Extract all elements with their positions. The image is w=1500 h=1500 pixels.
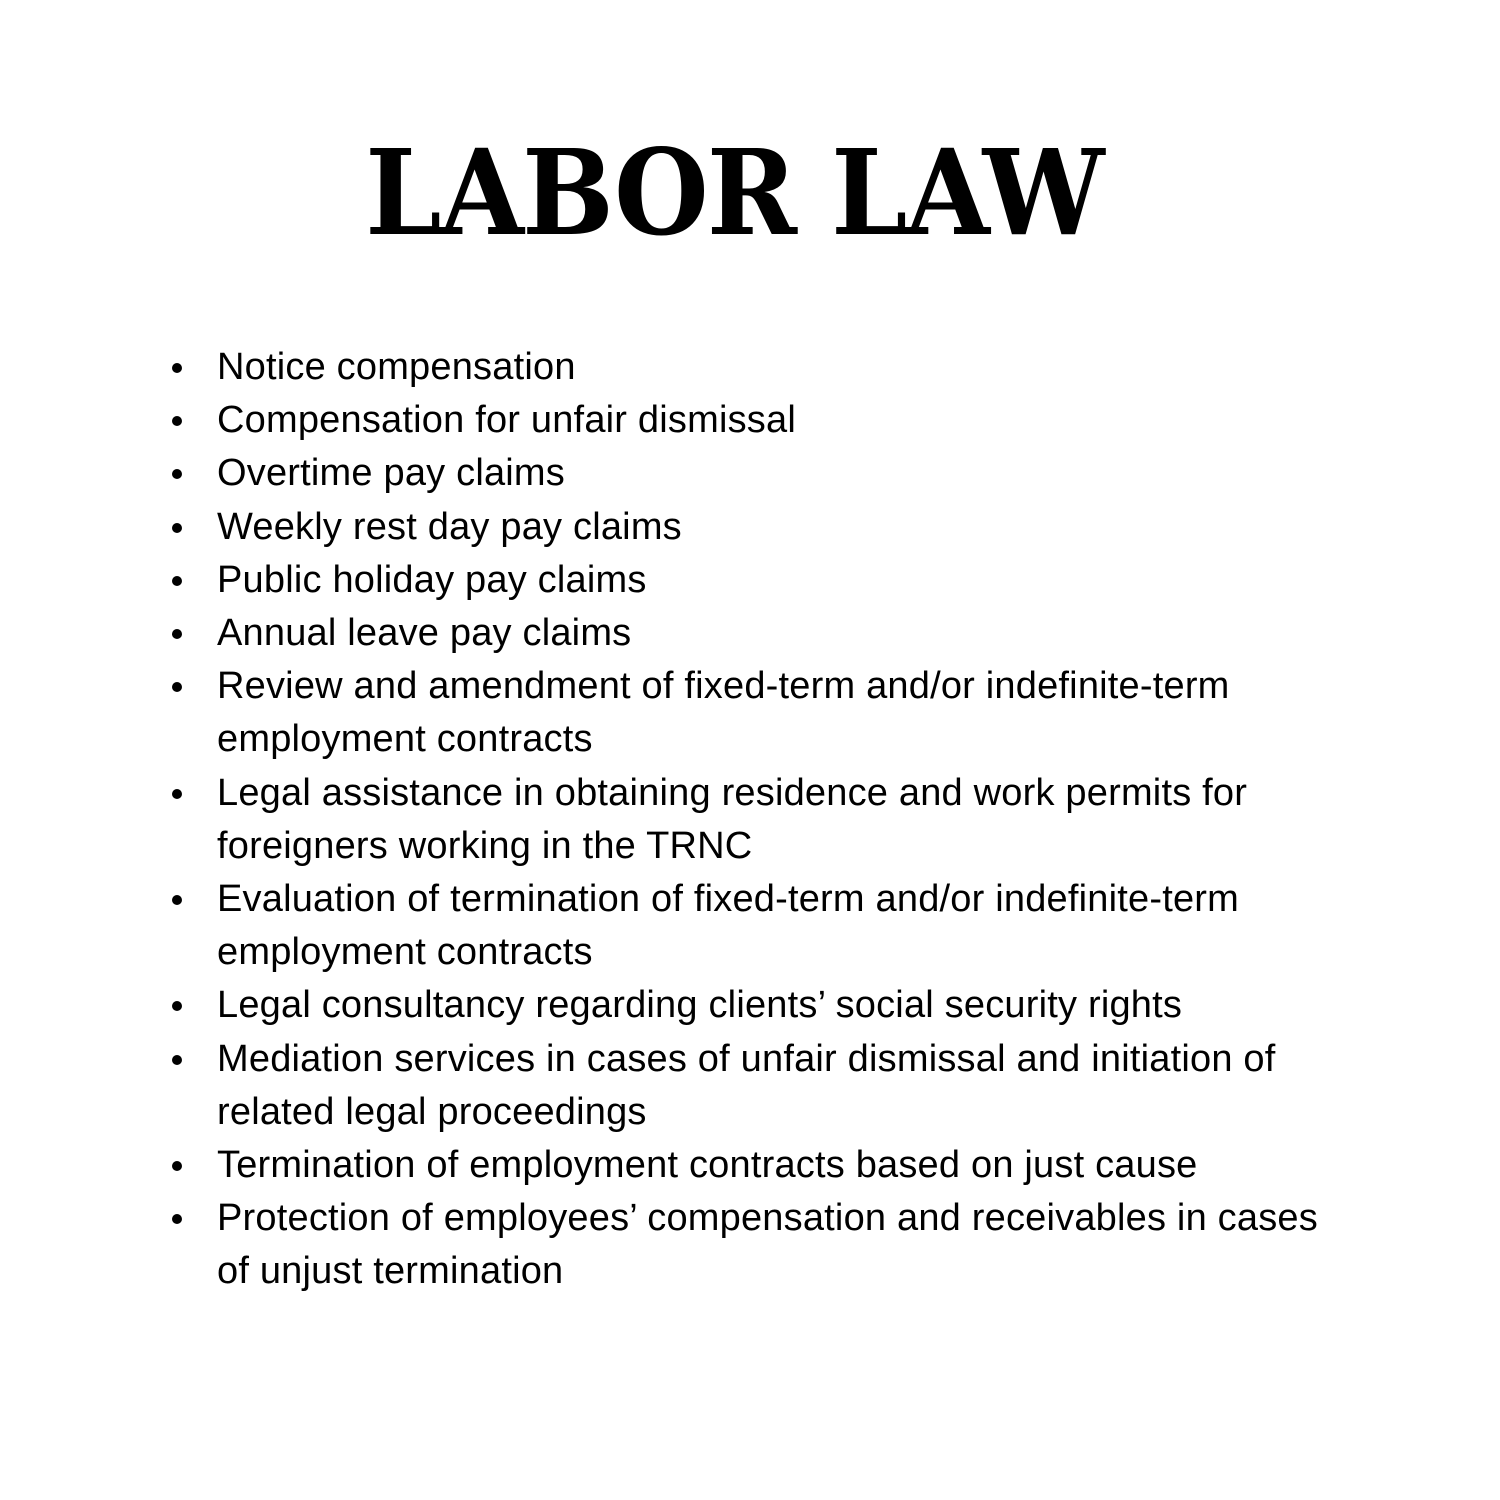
list-item-text: Weekly rest day pay claims (217, 505, 682, 548)
list-item-text: Legal assistance in obtaining residence and work permits for foreigners working in the TRNC (217, 771, 1248, 867)
list-item-text: Notice compensation (217, 346, 576, 388)
list-item (217, 554, 1357, 607)
list-item-text: Termination of employment contracts based on just cause (217, 1144, 1198, 1187)
list-item (217, 1033, 1357, 1139)
bullet-icon (172, 1001, 182, 1011)
list-item-text: Review and amendment of fixed-term and/or indefinite-term employment contracts (217, 665, 1230, 761)
list-item (217, 394, 1357, 447)
list-item (217, 873, 1357, 979)
bullet-icon (172, 895, 182, 905)
bullet-icon (172, 1161, 182, 1171)
list-item-text: Evaluation of termination of fixed-term and/or indefinite-term employment contracts (217, 878, 1239, 974)
list-item (217, 447, 1357, 500)
bullet-icon (172, 682, 182, 692)
list-item (217, 979, 1357, 1032)
list-item-text: Mediation services in cases of unfair dismissal and initiation of related legal proceedings (217, 1037, 1276, 1133)
services-list (217, 341, 1357, 1299)
list-item-text: Legal consultancy regarding clients’ social security rights (217, 984, 1183, 1027)
list-item-text: Compensation for unfair dismissal (217, 399, 796, 442)
bullet-icon (172, 576, 182, 586)
list-item (217, 660, 1357, 766)
bullet-icon (172, 363, 182, 373)
bullet-icon (172, 789, 182, 799)
list-item (217, 1192, 1357, 1298)
list-item-text: Annual leave pay claims (217, 612, 632, 655)
list-item (217, 767, 1357, 873)
bullet-icon (172, 1055, 182, 1065)
list-item (217, 607, 1357, 660)
list-item (217, 501, 1357, 554)
bullet-icon (172, 416, 182, 426)
list-item-text: Public holiday pay claims (217, 558, 647, 601)
bullet-icon (172, 629, 182, 639)
bullet-icon (172, 1214, 182, 1224)
list-item-text: Protection of employees’ compensation and receivables in cases of unjust termination (217, 1197, 1318, 1293)
bullet-icon (172, 523, 182, 533)
list-item (217, 341, 1357, 394)
bullet-icon (172, 469, 182, 479)
list-item (217, 1139, 1357, 1192)
page-title: LABOR LAW (365, 123, 1103, 262)
list-item-text: Overtime pay claims (217, 452, 565, 495)
